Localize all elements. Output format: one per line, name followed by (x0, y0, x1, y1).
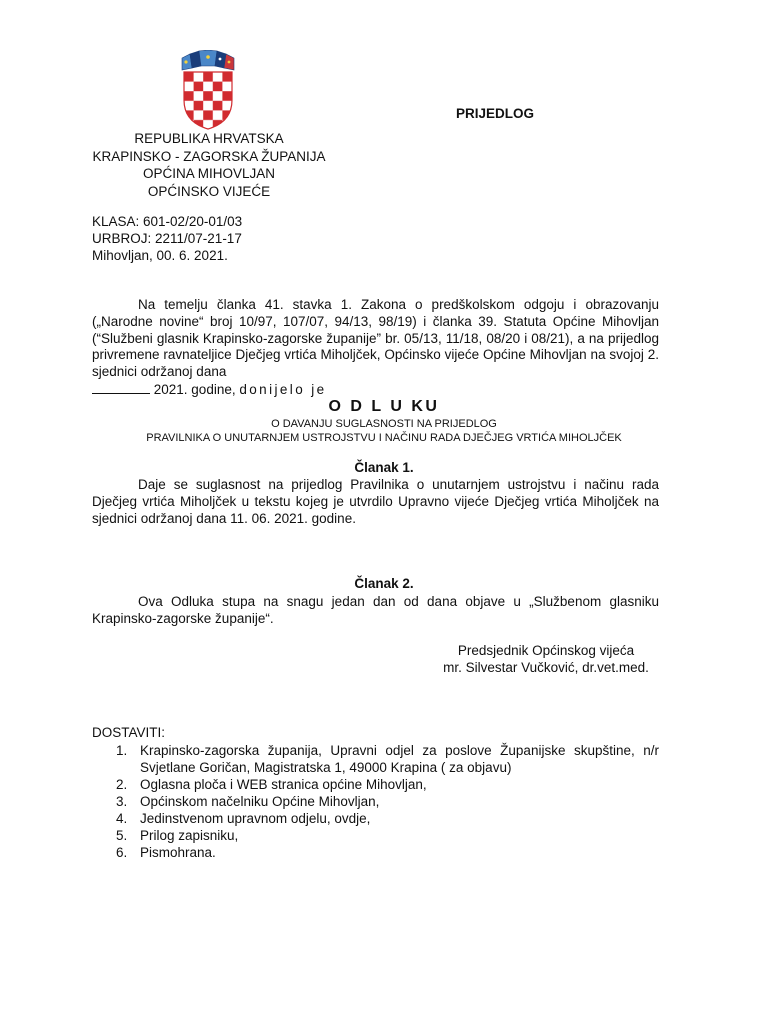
list-item-text: Prilog zapisniku, (140, 828, 239, 843)
article-1-text: Daje se suglasnost na prijedlog Pravilnika o unutarnjem ustrojstvu i načinu rada Dječjeg vrtića Miholjček u tekstu kojeg je utvrdilo Upravno vijeće Dječjeg vrtića Miholjček na sjednici održanoj dana 11. 06. 2021. godine. (92, 477, 659, 526)
list-item-number: 1. (116, 743, 128, 758)
list-item-number: 4. (116, 811, 128, 826)
list-item (92, 810, 659, 827)
delivery-list (92, 742, 659, 861)
article-2-heading: Članak 2. (354, 576, 414, 591)
reference-block (92, 213, 242, 264)
list-item (92, 844, 659, 861)
preamble-text: Na temelju članka 41. stavka 1. Zakona o predškolskom odgoju i obrazovanju („Narodne novine“ broj 10/97, 107/07, 94/13, 98/19) i članka 39. Statuta Općine Mihovljan (“Službeni glasnik Krapinsko-zagorske županije” br. 05/13, 11/18, 08/20 i 08/21), a na prijedlog privremene ravnateljice Dječjeg vrtića Miholjček, Općinsko vijeće Općine Mihovljan na svojoj 2. sjednici održanoj dana (92, 297, 659, 380)
issuer-line: REPUBLIKA HRVATSKA (134, 131, 284, 146)
list-item (92, 827, 659, 844)
list-item-text: Općinskom načelniku Općine Mihovljan, (140, 794, 380, 809)
place-date: Mihovljan, 00. 6. 2021. (92, 248, 228, 263)
draft-label: PRIJEDLOG (456, 106, 535, 121)
list-item-text: Pismohrana. (140, 845, 216, 860)
issuer-line: OPĆINA MIHOVLJAN (142, 166, 276, 181)
list-item-number: 6. (116, 845, 128, 860)
decision-subtitle: O DAVANJU SUGLASNOSTI NA PRIJEDLOG (271, 418, 497, 430)
list-item-text: Oglasna ploča i WEB stranica općine Mihovljan, (140, 777, 427, 792)
signature-role: Predsjednik Općinskog vijeća (457, 643, 635, 658)
list-item (92, 776, 659, 793)
list-item-number: 2. (116, 777, 128, 792)
list-item-number: 5. (116, 828, 128, 843)
list-item (92, 793, 659, 810)
signature-name: mr. Silvestar Vučković, dr.vet.med. (443, 660, 649, 675)
decision-subtitle: PRAVILNIKA O UNUTARNJEM USTROJSTVU I NAČINU RADA DJEČJEG VRTIĆA MIHOLJČEK (146, 432, 622, 444)
decision-title: O D L U KU (328, 398, 440, 415)
date-blank-line (92, 381, 150, 394)
croatian-coat-of-arms-icon (180, 50, 236, 130)
issuer-line: KRAPINSKO - ZAGORSKA ŽUPANIJA (92, 148, 326, 164)
preamble-enacts: donijelo je (239, 381, 327, 397)
article-2-body (92, 594, 659, 628)
issuer-block (80, 130, 338, 200)
article-1-heading: Članak 1. (354, 460, 414, 475)
article-2-text: Ova Odluka stupa na snagu jedan dan od dana objave u „Službenom glasniku Krapinsko-zagorske županije“. (92, 594, 659, 626)
delivery-title: DOSTAVITI: (92, 725, 166, 740)
issuer-line: OPĆINSKO VIJEĆE (147, 183, 271, 199)
article-1-body (92, 477, 659, 527)
urbroj: URBROJ: 2211/07-21-17 (92, 231, 242, 246)
klasa: KLASA: 601-02/20-01/03 (92, 214, 243, 229)
list-item-text: Krapinsko-zagorska županija, Upravni odjel za poslove Županijske skupštine, n/r Svjetlane Goričan, Magistratska 1, 49000 Krapina ( za objavu) (140, 743, 659, 775)
list-item (92, 742, 659, 776)
signature-block (440, 642, 652, 676)
list-item-number: 3. (116, 794, 128, 809)
preamble-date: 2021. godine, (153, 381, 236, 397)
list-item-text: Jedinstvenom upravnom odjelu, ovdje, (140, 811, 371, 826)
preamble (92, 297, 659, 399)
